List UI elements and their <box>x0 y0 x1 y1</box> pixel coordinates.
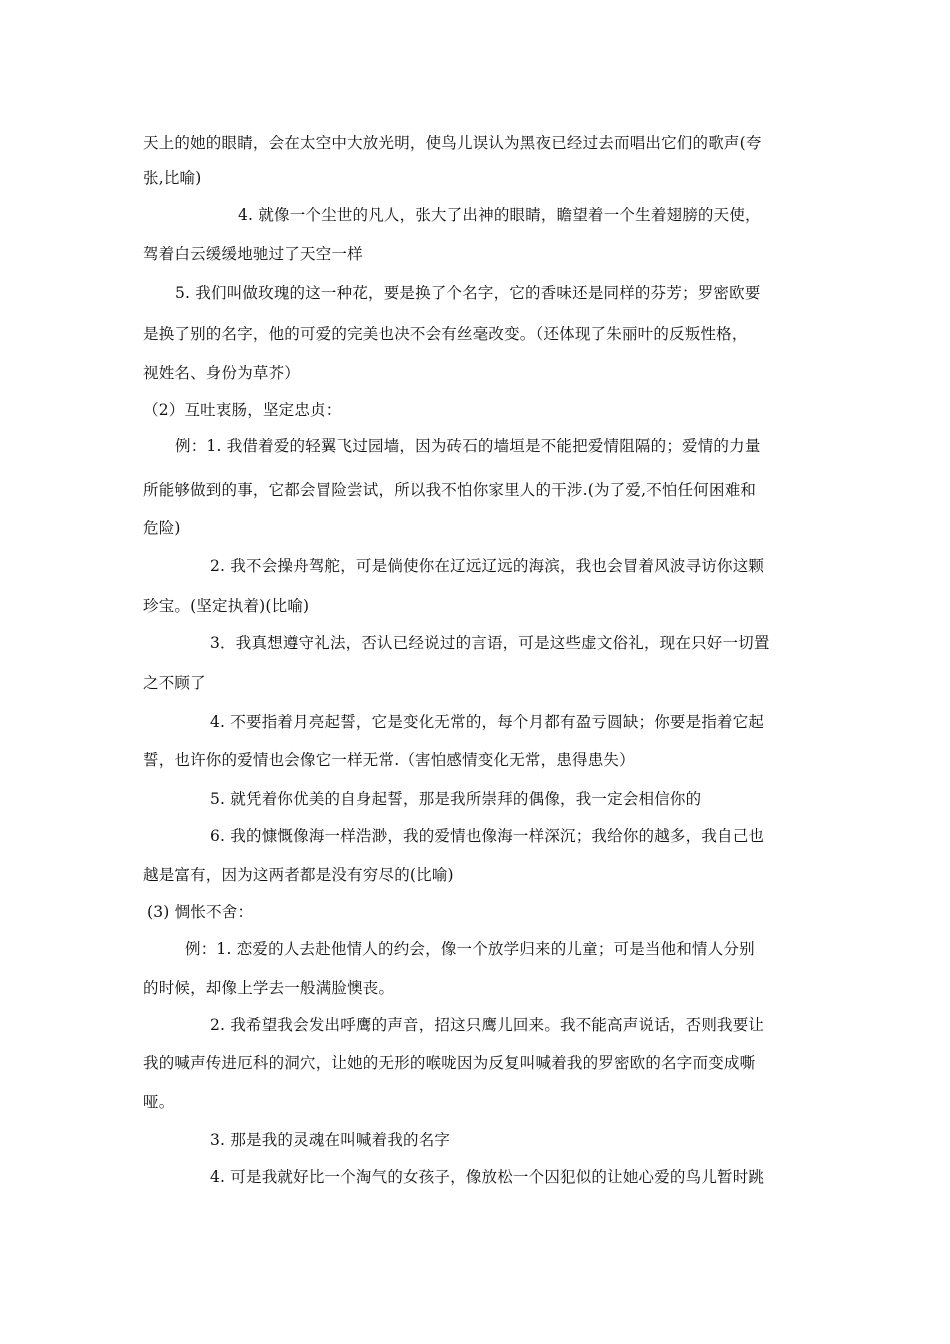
text-line: 6. 我的慷慨像海一样浩渺，我的爱情也像海一样深沉；我给你的越多，我自己也 <box>210 827 765 845</box>
text-line: 2. 我不会操舟驾舵，可是倘使你在辽远辽远的海滨，我也会冒着风波寻访你这颗 <box>210 557 765 575</box>
text-line: 5. 我们叫做玫瑰的这一种花，要是换了个名字，它的香味还是同样的芬芳；罗密欧要 <box>175 284 761 302</box>
text-line: 危险) <box>143 519 181 537</box>
text-line: 2. 我希望我会发出呼鹰的声音，招这只鹰儿回来。我不能高声说话，否则我要让 <box>210 1016 765 1034</box>
text-line: 的时候，却像上学去一般满脸懊丧。 <box>143 979 395 997</box>
text-line: 5. 就凭着你优美的自身起誓，那是我所崇拜的偶像，我一定会相信你的 <box>210 790 702 808</box>
text-line: 我的喊声传进厄科的洞穴，让她的无形的喉咙因为反复叫喊着我的罗密欧的名字而变成嘶 <box>143 1054 756 1072</box>
text-line: 越是富有，因为这两者都是没有穷尽的(比喻) <box>143 866 454 884</box>
text-line: 例：1. 恋爱的人去赴他情人的约会，像一个放学归来的儿童；可是当他和情人分别 <box>185 940 755 958</box>
text-line: 誓，也许你的爱情也会像它一样无常.（害怕感情变化无常，患得患失） <box>143 751 635 769</box>
text-line: 是换了别的名字，他的可爱的完美也决不会有丝毫改变。（还体现了朱丽叶的反叛性格， <box>143 325 748 343</box>
text-line: 张,比喻) <box>143 169 202 187</box>
text-line: 4. 不要指着月亮起誓，它是变化无常的，每个月都有盈亏圆缺；你要是指着它起 <box>210 713 765 731</box>
text-line: 之不顾了 <box>143 674 206 692</box>
text-line: 4. 就像一个尘世的凡人，张大了出神的眼睛，瞻望着一个生着翅膀的天使， <box>238 206 761 224</box>
text-line: 所能够做到的事，它都会冒险尝试，所以我不怕你家里人的干涉.(为了爱,不怕任何困难和 <box>143 481 757 499</box>
text-line: 驾着白云缓缓地驰过了天空一样 <box>143 245 363 263</box>
text-line: 3．我真想遵守礼法，否认已经说过的言语，可是这些虚文俗礼，现在只好一切置 <box>210 634 770 652</box>
text-line: 珍宝。(坚定执着)(比喻) <box>143 597 310 615</box>
section-heading: (3) 惆怅不舍： <box>147 903 254 921</box>
text-line: 3. 那是我的灵魂在叫喊着我的名字 <box>210 1131 451 1149</box>
text-line: 哑。 <box>143 1093 175 1111</box>
text-line: 例：1. 我借着爱的轻翼飞过园墙，因为砖石的墙垣是不能把爱情阻隔的；爱情的力量 <box>175 437 761 455</box>
text-line: 4. 可是我就好比一个淘气的女孩子，像放松一个囚犯似的让她心爱的鸟儿暂时跳 <box>210 1168 765 1186</box>
section-heading: （2）互吐衷肠，坚定忠贞： <box>143 401 342 419</box>
text-line: 视姓名、身份为草芥） <box>143 364 301 382</box>
text-line: 天上的她的眼睛，会在太空中大放光明，使鸟儿误认为黑夜已经过去而唱出它们的歌声(夸 <box>143 134 762 152</box>
